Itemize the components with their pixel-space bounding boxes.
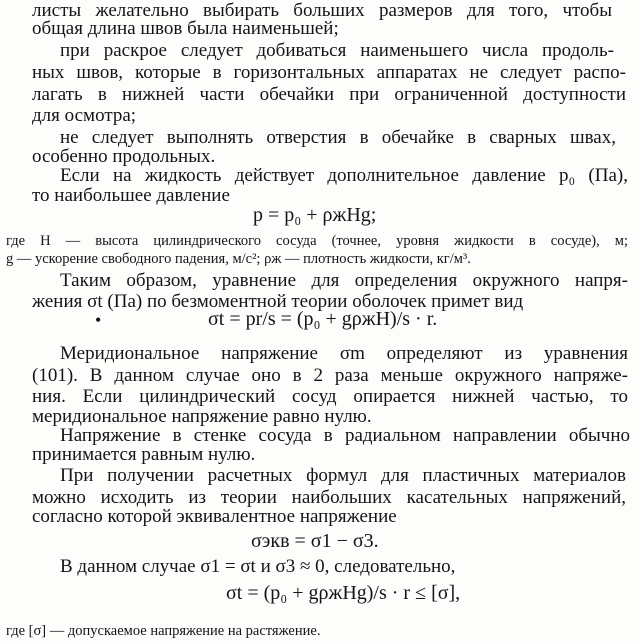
formula-equivalent-stress: σэкв = σ1 − σ3. [251,530,379,552]
text-line-7: не следует выполнять отверстия в обечайке в сварных швах, [60,127,616,148]
text-line-21: согласно которой эквивалентное напряжение [32,506,397,527]
text-line-17: Напряжение в стенке сосуда в радиальном направлении обычно [60,425,630,446]
note-line-1: где H — высота цилиндрического сосуда (точнее, уровня жидкости в сосуде), м; [6,233,628,249]
text-line-13: Меридиональное напряжение σm определяют из уравнения [60,343,628,364]
text-line-4: ных швов, которые в горизонтальных аппаратах не следует распо- [32,62,626,83]
text-line-20: можно исходить из теории наибольших касательных напряжений, [32,487,626,508]
stray-dot: • [95,310,102,330]
text-line-2: общая длина швов была наименьшей; [32,18,339,39]
text-line-11: Таким образом, уравнение для определения окружного напря- [60,270,628,291]
text-line-19: При получении расчетных формул для пластичных материалов [60,465,626,486]
note-line-3: где [σ] — допускаемое напряжение на растяжение. [6,623,321,639]
text-line-6: для осмотра; [32,105,137,126]
text-line-14: (101). В данном случае оно в 2 раза меньше окружного напряже- [32,365,628,386]
formula-hoop-stress: σt = pr/s = (p₀ + gρжH)/s · r. [208,308,438,330]
text-line-15: ния. Если цилиндрический сосуд опирается нижней частью, то [32,386,628,407]
text-line-8: особенно продольных. [32,146,216,167]
note-line-2: g — ускорение свободного падения, м/с²; ρж — плотность жидкости, кг/м³. [6,251,471,267]
text-line-18: принимается равным нулю. [32,444,256,465]
text-line-9: Если на жидкость действует дополнительное давление p₀ (Па), [60,165,628,186]
text-line-5: лагать в нижней части обечайки при ограниченной доступности [32,84,626,105]
text-line-1: листы желательно выбирать больших размеров для того, чтобы [32,0,612,21]
text-line-10: то наибольшее давление [32,185,230,206]
text-line-12: жения σt (Па) по безмоментной теории оболочек примет вид [32,291,524,312]
formula-pressure: p = p₀ + ρжHg; [253,204,377,226]
text-line-3: при раскрое следует добиваться наименьшего числа продоль- [60,40,614,61]
text-line-22: В данном случае σ1 = σt и σ3 ≈ 0, следовательно, [60,556,456,577]
formula-final-condition: σt = (p₀ + gρжHg)/s · r ≤ [σ], [226,582,461,604]
text-line-16: меридиональное напряжение равно нулю. [32,406,372,427]
